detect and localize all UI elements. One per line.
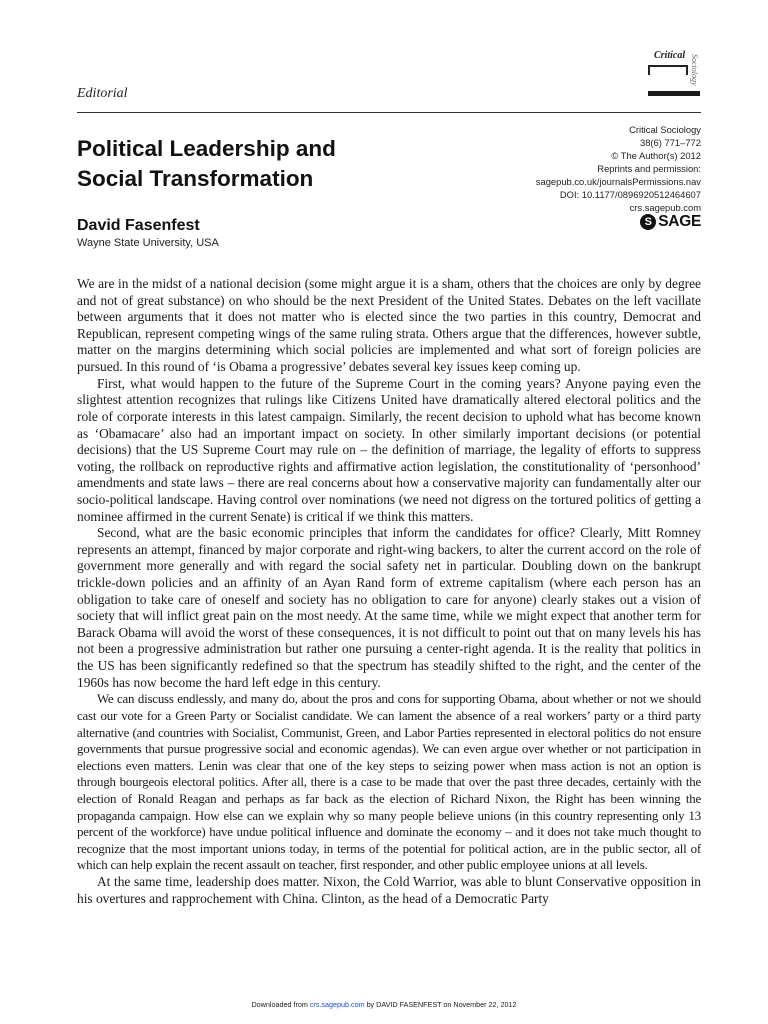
body-paragraph-1: We are in the midst of a national decision (some might argue it is a sham, others that the choices are only by degree and not of great substance) on who should be the next President of the United States. Debates on the left vacillate between arguments that it does not matter who is elected since the two parties in this country, Democrat and Republican, represent competing wings of the same ruling strata. Others argue that the differences, however subtle, matter on the margins determining which social policies are implemented and what sort of foreign policies are pursued. In this round of ‘is Obama a progressive’ debates several key issues keep coming up. — [77, 276, 701, 374]
article-title: Political Leadership and Social Transformation — [77, 136, 336, 191]
meta-volume-pages: 38(6) 771–772 — [640, 137, 701, 148]
meta-journal: Critical Sociology — [629, 124, 701, 135]
section-label: Editorial — [77, 86, 128, 101]
journal-logo — [644, 48, 704, 100]
article-metadata — [461, 123, 701, 214]
journal-logo-bracket — [648, 65, 688, 75]
footer-link[interactable]: crs.sagepub.com — [309, 1000, 365, 1009]
meta-reprints: Reprints and permission: — [597, 163, 701, 174]
header-rule — [77, 112, 701, 113]
body-paragraph-5: At the same time, leadership does matter. Nixon, the Cold Warrior, was able to blunt Conservative opposition in his overtures and rapprochement with China. Clinton, as the head of a Democratic Party — [77, 874, 701, 906]
body-paragraph-2: First, what would happen to the future of the Supreme Court in the coming years? Anyone paying even the slightest attention recognizes that rulings like Citizens United have dramatically altered electoral politics and the role of corporate interests in this latest campaign. Similarly, the recent decision to uphold what has become known as ‘Obamacare’ also had an important impact on society. In other similarly important decisions (or potential decisions) that the US Supreme Court may rule on – the definition of marriage, the legality of efforts to suppress voting, the rollback on reproductive rights and affirmative action legislation, the constitutionality of ‘personhood’ amendments and state laws – there are real concerns about how a conservative majority can fundamentally alter our socio-political landscape. Having control over nominations (we need not digress on the tortured politics of getting a nominee affirmed in the current Senate) is critical if we think this matters. — [77, 375, 701, 524]
meta-copyright: © The Author(s) 2012 — [611, 150, 701, 161]
publisher-name: SAGE — [658, 213, 701, 230]
body-paragraph-3: Second, what are the basic economic principles that inform the candidates for office? Clearly, Mitt Romney represents an attempt, financed by major corporate and right-wing backers, to alter the current accord on the role of government more generally and with regard the social safety net in particular. Doubling down on the bankrupt trickle-down policies and an affinity of an Ayan Rand form of extreme capitalism (where each person has an obligation to take care of oneself and society has no obligation to care for anyone) clearly stakes out a vision of society that will inflict great pain on the most needy. At the same time, while we might expect that another term for Barack Obama will avoid the worst of these consequences, it is not difficult to point out that on many levels his has not been a progressive administration but rather one pursuing a center-right agenda. It is the reality that politics in the US has been significantly redefined so that the spectrum has steadily shifted to the right, and the center of the 1960s has now become the hard left edge in this century. — [77, 525, 701, 690]
footer-prefix: Downloaded from — [251, 1000, 308, 1009]
journal-logo-bar — [648, 91, 700, 96]
publisher-logo — [640, 213, 701, 231]
footer-suffix: by DAVID FASENFEST on November 22, 2012 — [366, 1000, 517, 1009]
author-affiliation: Wayne State University, USA — [77, 237, 219, 249]
meta-doi: DOI: 10.1177/0896920512464607 — [559, 189, 701, 200]
journal-logo-side-text: Sociology — [690, 54, 699, 86]
download-footer — [0, 1000, 768, 1009]
meta-site: crs.sagepub.com — [629, 202, 701, 213]
article-body — [77, 276, 701, 908]
sage-icon: S — [640, 214, 656, 230]
meta-reprints-url: sagepub.co.uk/journalsPermissions.nav — [535, 176, 701, 187]
journal-logo-word: Critical — [654, 50, 686, 61]
body-paragraph-4: We can discuss endlessly, and many do, about the pros and cons for supporting Obama, about whether or not we should cast our vote for a Green Party or Socialist candidate. We can lament the absence of a real workers’ party or a third party alternative (and countries with Socialist, Communist, Green, and Labor Parties represented in electoral politics do not ensure governments that pursue progressive social and economic agendas). We can even argue over whether or not participation in elections even matters. Lenin was clear that one of the key steps to seizing power when mass action is not an option is through bourgeois electoral politics. After all, there is a case to be made that over the past three decades, certainly with the election of Ronald Reagan and perhaps as far back as the election of Richard Nixon, the Right has been winning the propaganda campaign. How else can we explain why so many people believe unions (in this country representing only 13 percent of the workforce) have undue political influence and dominate the economy – and it does not take much thought to recognize that the most important unions today, in terms of the potential for political action, are in the public sector, all of which can help explain the recent assault on teacher, first responder, and other public employee unions at all levels. — [77, 692, 701, 873]
author-name: David Fasenfest — [77, 217, 200, 234]
